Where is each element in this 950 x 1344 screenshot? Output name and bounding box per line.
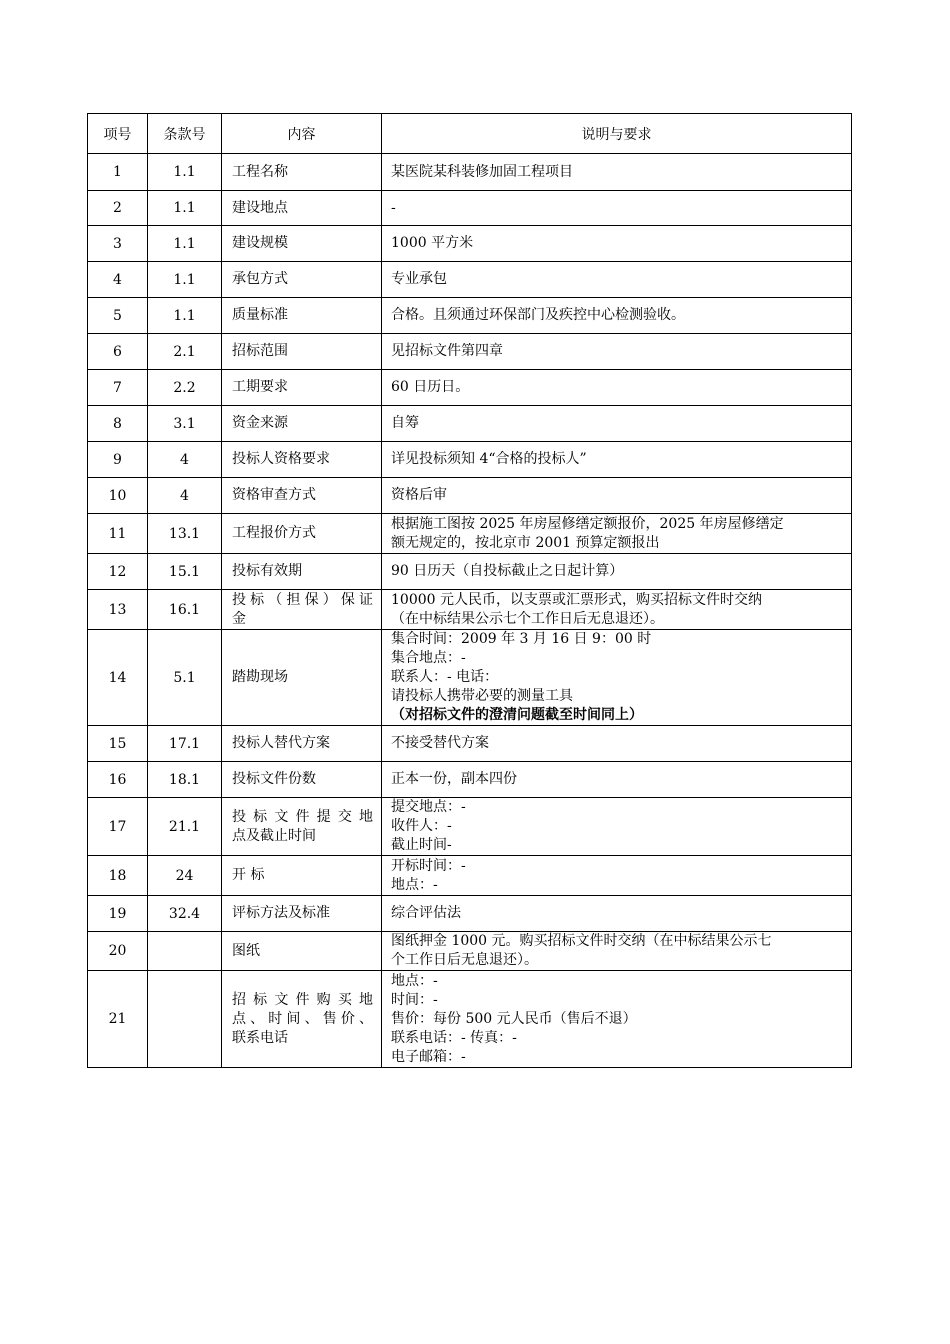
item-line: 投标文件份数: [232, 771, 316, 787]
item-name: [222, 590, 382, 630]
description-line: 售价：每份 500 元人民币（售后不退）: [391, 1010, 637, 1027]
item-name: [222, 971, 382, 1068]
row-number: 21: [88, 971, 148, 1068]
clause-number: 17.1: [148, 726, 222, 762]
description-line: 联系人：- 电话：: [391, 669, 499, 685]
row-number: 1: [88, 154, 148, 191]
row-number: 11: [88, 514, 148, 554]
item-name: [222, 554, 382, 590]
table-body: [88, 154, 852, 1068]
description-line: 电子邮箱：-: [391, 1048, 466, 1065]
item-line: 图纸: [232, 942, 260, 959]
description-line: 开标时间：-: [391, 857, 466, 874]
table-row: [88, 406, 852, 442]
table-row: [88, 554, 852, 590]
clause-number: 18.1: [148, 762, 222, 798]
description-line: 个工作日后无息退还）。: [391, 952, 538, 968]
table-row: [88, 630, 852, 726]
description-line: 额无规定的，按北京市 2001 预算定额报出: [391, 534, 660, 551]
clause-number: 1.1: [148, 262, 222, 298]
clause-number: 24: [148, 856, 222, 896]
row-number: 10: [88, 478, 148, 514]
bid-info-table: [87, 113, 852, 1068]
description-line: 自筹: [391, 415, 419, 431]
header-clause: 条款号: [148, 114, 222, 154]
row-number: 20: [88, 932, 148, 971]
row-number: 12: [88, 554, 148, 590]
item-description: [382, 896, 852, 932]
row-number: 6: [88, 334, 148, 370]
description-line: 集合时间：2009 年 3 月 16 日 9：00 时: [391, 631, 652, 647]
item-name: [222, 226, 382, 262]
item-description: [382, 590, 852, 630]
clause-number: 1.1: [148, 226, 222, 262]
item-name: [222, 478, 382, 514]
item-name: [222, 370, 382, 406]
table-row: [88, 514, 852, 554]
row-number: 13: [88, 590, 148, 630]
item-name: [222, 856, 382, 896]
item-description: [382, 554, 852, 590]
item-line: 招标文件购买地: [232, 991, 373, 1008]
clause-number: 1.1: [148, 191, 222, 226]
description-line: 见招标文件第四章: [391, 343, 503, 359]
clause-number: 1.1: [148, 154, 222, 191]
description-line: 综合评估法: [391, 905, 461, 921]
description-line: 某医院某科装修加固工程项目: [391, 163, 573, 180]
clause-number: 13.1: [148, 514, 222, 554]
row-number: 9: [88, 442, 148, 478]
clause-number: 4: [148, 442, 222, 478]
description-line: -: [391, 199, 396, 216]
item-description: [382, 262, 852, 298]
table-row: [88, 478, 852, 514]
item-line: 开 标: [232, 867, 265, 883]
row-number: 17: [88, 798, 148, 856]
description-line: 截止时间-: [391, 837, 452, 853]
item-name: [222, 154, 382, 191]
description-line: 收件人：-: [391, 818, 452, 834]
item-line: 点、时间、售价、: [232, 1010, 373, 1027]
description-line: 合格。且须通过环保部门及疾控中心检测验收。: [391, 307, 685, 323]
item-line: 评标方法及标准: [232, 905, 330, 921]
item-line: 建设地点: [232, 199, 288, 216]
clause-number: 4: [148, 478, 222, 514]
item-description: [382, 478, 852, 514]
item-line: 投标人资格要求: [232, 451, 330, 467]
description-line: 不接受替代方案: [391, 735, 489, 751]
table-row: [88, 334, 852, 370]
clause-number: [148, 971, 222, 1068]
item-line: 承包方式: [232, 271, 288, 287]
table-row: [88, 726, 852, 762]
header-no: 项号: [88, 114, 148, 154]
item-line: 投标文件提交地: [232, 808, 373, 825]
description-line: 联系电话：- 传真：-: [391, 1029, 517, 1046]
clause-number: 16.1: [148, 590, 222, 630]
header-description: 说明与要求: [382, 114, 852, 154]
description-line: 图纸押金 1000 元。购买招标文件时交纳（在中标结果公示七: [391, 933, 772, 949]
item-line: 资格审查方式: [232, 487, 316, 503]
item-name: [222, 896, 382, 932]
table-row: [88, 798, 852, 856]
item-description: [382, 798, 852, 856]
description-line: 详见投标须知 4“合格的投标人”: [391, 451, 587, 467]
description-line: （对招标文件的澄清问题截至时间同上）: [391, 707, 643, 723]
item-line: 金: [232, 610, 246, 627]
row-number: 3: [88, 226, 148, 262]
item-description: [382, 226, 852, 262]
item-line: 资金来源: [232, 415, 288, 431]
item-description: [382, 932, 852, 971]
description-line: 地点：-: [391, 972, 438, 989]
item-description: [382, 442, 852, 478]
clause-number: 3.1: [148, 406, 222, 442]
item-description: [382, 971, 852, 1068]
table-row: [88, 762, 852, 798]
row-number: 19: [88, 896, 148, 932]
item-description: [382, 630, 852, 726]
clause-number: 21.1: [148, 798, 222, 856]
item-line: 踏勘现场: [232, 669, 288, 685]
table-row: [88, 191, 852, 226]
item-name: [222, 762, 382, 798]
row-number: 15: [88, 726, 148, 762]
table-row: [88, 932, 852, 971]
item-name: [222, 406, 382, 442]
description-line: 1000 平方米: [391, 235, 474, 251]
table-row: [88, 856, 852, 896]
table-row: [88, 262, 852, 298]
table-row: [88, 226, 852, 262]
row-number: 18: [88, 856, 148, 896]
table-row: [88, 154, 852, 191]
item-description: [382, 191, 852, 226]
item-description: [382, 334, 852, 370]
item-description: [382, 762, 852, 798]
item-line: 投标人替代方案: [232, 735, 330, 751]
item-name: [222, 298, 382, 334]
item-name: [222, 932, 382, 971]
item-description: [382, 298, 852, 334]
item-line: 投标（担保）保证: [232, 591, 373, 608]
description-line: 10000 元人民币，以支票或汇票形式，购买招标文件时交纳: [391, 591, 762, 608]
table-row: [88, 298, 852, 334]
header-item: 内容: [222, 114, 382, 154]
table-row: [88, 442, 852, 478]
item-description: [382, 406, 852, 442]
item-name: [222, 262, 382, 298]
description-line: 资格后审: [391, 487, 447, 503]
item-line: 投标有效期: [232, 563, 302, 579]
clause-number: 32.4: [148, 896, 222, 932]
table-row: [88, 896, 852, 932]
table-header-row: [88, 114, 852, 154]
clause-number: 5.1: [148, 630, 222, 726]
row-number: 4: [88, 262, 148, 298]
item-description: [382, 514, 852, 554]
item-line: 工期要求: [232, 379, 288, 395]
item-name: [222, 798, 382, 856]
item-name: [222, 726, 382, 762]
item-name: [222, 334, 382, 370]
table-row: [88, 590, 852, 630]
item-description: [382, 856, 852, 896]
item-line: 点及截止时间: [232, 827, 316, 844]
item-description: [382, 370, 852, 406]
item-description: [382, 726, 852, 762]
row-number: 16: [88, 762, 148, 798]
row-number: 7: [88, 370, 148, 406]
item-description: [382, 154, 852, 191]
item-line: 工程名称: [232, 163, 288, 180]
clause-number: [148, 932, 222, 971]
row-number: 14: [88, 630, 148, 726]
item-name: [222, 191, 382, 226]
item-name: [222, 442, 382, 478]
item-line: 建设规模: [232, 235, 288, 251]
item-name: [222, 630, 382, 726]
description-line: 地点：-: [391, 876, 438, 893]
item-line: 招标范围: [232, 343, 288, 359]
description-line: 集合地点：-: [391, 650, 466, 666]
item-line: 联系电话: [232, 1029, 288, 1046]
description-line: 正本一份，副本四份: [391, 771, 517, 787]
row-number: 2: [88, 191, 148, 226]
description-line: 专业承包: [391, 271, 447, 287]
clause-number: 15.1: [148, 554, 222, 590]
clause-number: 1.1: [148, 298, 222, 334]
row-number: 5: [88, 298, 148, 334]
description-line: 提交地点：-: [391, 799, 466, 815]
description-line: 请投标人携带必要的测量工具: [391, 688, 573, 704]
clause-number: 2.1: [148, 334, 222, 370]
item-name: [222, 514, 382, 554]
table-row: [88, 370, 852, 406]
item-line: 质量标准: [232, 307, 288, 323]
description-line: 60 日历日。: [391, 379, 470, 395]
description-line: 时间：-: [391, 991, 438, 1008]
description-line: 根据施工图按 2025 年房屋修缮定额报价，2025 年房屋修缮定: [391, 515, 784, 532]
table-row: [88, 971, 852, 1068]
item-line: 工程报价方式: [232, 525, 316, 541]
row-number: 8: [88, 406, 148, 442]
clause-number: 2.2: [148, 370, 222, 406]
description-line: 90 日历天（自投标截止之日起计算）: [391, 563, 624, 579]
description-line: （在中标结果公示七个工作日后无息退还）。: [391, 610, 664, 627]
